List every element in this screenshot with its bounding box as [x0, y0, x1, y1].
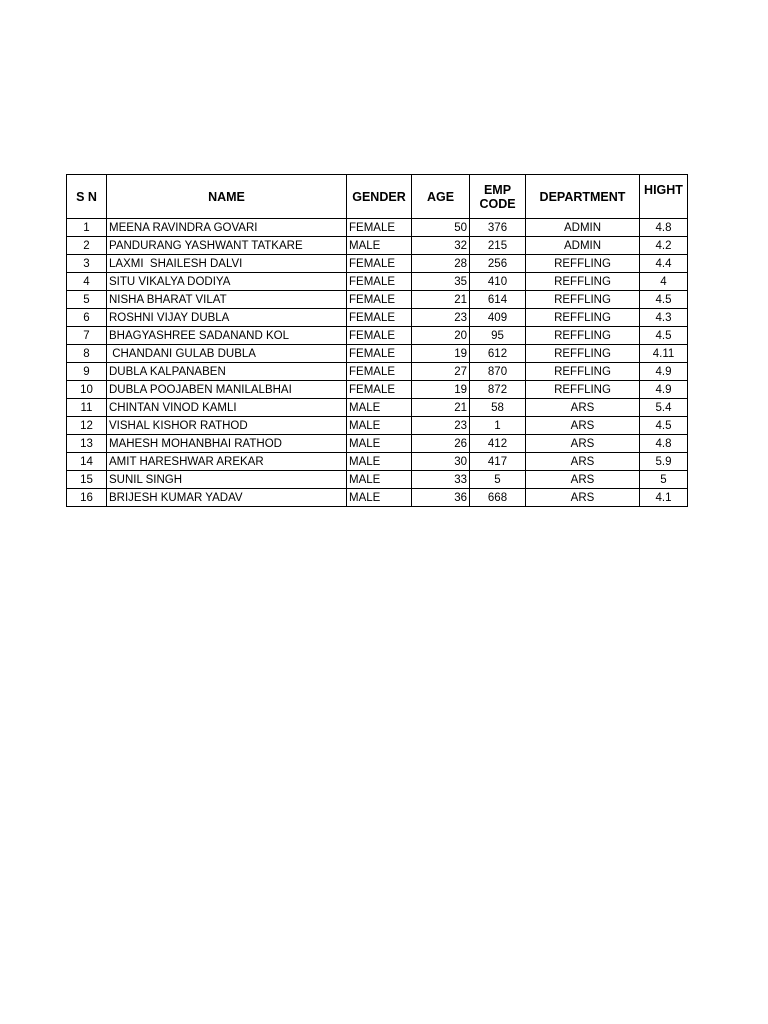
cell-name: LAXMI SHAILESH DALVI	[107, 255, 347, 273]
cell-sn: 3	[67, 255, 107, 273]
cell-name: PANDURANG YASHWANT TATKARE	[107, 237, 347, 255]
cell-sn: 1	[67, 219, 107, 237]
cell-hight: 4.3	[640, 309, 688, 327]
cell-hight: 4.8	[640, 435, 688, 453]
cell-department: REFFLING	[526, 255, 640, 273]
cell-age: 26	[412, 435, 470, 453]
cell-emp-code: 376	[470, 219, 526, 237]
cell-gender: FEMALE	[347, 273, 412, 291]
cell-sn: 8	[67, 345, 107, 363]
cell-emp-code: 5	[470, 471, 526, 489]
cell-emp-code: 668	[470, 489, 526, 507]
cell-age: 21	[412, 399, 470, 417]
header-emp-code-line1: EMP	[483, 182, 512, 197]
table-row	[67, 399, 688, 417]
cell-gender: FEMALE	[347, 363, 412, 381]
cell-age: 19	[412, 381, 470, 399]
cell-department: ADMIN	[526, 219, 640, 237]
table-row	[67, 273, 688, 291]
cell-department: REFFLING	[526, 381, 640, 399]
cell-age: 33	[412, 471, 470, 489]
cell-department: ARS	[526, 489, 640, 507]
cell-emp-code: 58	[470, 399, 526, 417]
table-row	[67, 471, 688, 489]
cell-department: REFFLING	[526, 327, 640, 345]
cell-hight: 4.2	[640, 237, 688, 255]
table-row	[67, 363, 688, 381]
cell-name: MEENA RAVINDRA GOVARI	[107, 219, 347, 237]
cell-emp-code: 612	[470, 345, 526, 363]
cell-sn: 11	[67, 399, 107, 417]
header-emp-code-line2: CODE	[479, 196, 516, 211]
header-department: DEPARTMENT	[526, 175, 640, 219]
cell-department: REFFLING	[526, 291, 640, 309]
cell-hight: 4.5	[640, 291, 688, 309]
cell-emp-code: 1	[470, 417, 526, 435]
cell-department: ADMIN	[526, 237, 640, 255]
header-hight: HIGHT	[640, 175, 688, 219]
cell-gender: MALE	[347, 435, 412, 453]
cell-gender: MALE	[347, 417, 412, 435]
table-body	[67, 219, 688, 507]
cell-gender: MALE	[347, 453, 412, 471]
cell-gender: FEMALE	[347, 219, 412, 237]
cell-hight: 4.4	[640, 255, 688, 273]
cell-age: 23	[412, 309, 470, 327]
cell-sn: 10	[67, 381, 107, 399]
cell-hight: 4.5	[640, 327, 688, 345]
cell-age: 21	[412, 291, 470, 309]
cell-hight: 5.4	[640, 399, 688, 417]
cell-age: 50	[412, 219, 470, 237]
cell-emp-code: 215	[470, 237, 526, 255]
cell-age: 27	[412, 363, 470, 381]
cell-hight: 4.8	[640, 219, 688, 237]
cell-department: REFFLING	[526, 363, 640, 381]
cell-gender: MALE	[347, 237, 412, 255]
cell-name: ROSHNI VIJAY DUBLA	[107, 309, 347, 327]
table-row	[67, 381, 688, 399]
cell-department: ARS	[526, 435, 640, 453]
cell-sn: 5	[67, 291, 107, 309]
cell-gender: FEMALE	[347, 345, 412, 363]
cell-age: 28	[412, 255, 470, 273]
cell-emp-code: 614	[470, 291, 526, 309]
cell-age: 23	[412, 417, 470, 435]
cell-age: 30	[412, 453, 470, 471]
cell-name: BRIJESH KUMAR YADAV	[107, 489, 347, 507]
cell-emp-code: 870	[470, 363, 526, 381]
cell-name: VISHAL KISHOR RATHOD	[107, 417, 347, 435]
table-row	[67, 255, 688, 273]
cell-department: REFFLING	[526, 345, 640, 363]
cell-name: DUBLA KALPANABEN	[107, 363, 347, 381]
cell-age: 32	[412, 237, 470, 255]
header-gender: GENDER	[347, 175, 412, 219]
cell-emp-code: 409	[470, 309, 526, 327]
cell-hight: 4.9	[640, 381, 688, 399]
header-emp-code	[470, 175, 526, 219]
cell-hight: 4.1	[640, 489, 688, 507]
cell-age: 36	[412, 489, 470, 507]
cell-emp-code: 256	[470, 255, 526, 273]
cell-emp-code: 410	[470, 273, 526, 291]
cell-sn: 15	[67, 471, 107, 489]
table-row	[67, 453, 688, 471]
cell-emp-code: 412	[470, 435, 526, 453]
table-row	[67, 417, 688, 435]
cell-emp-code: 417	[470, 453, 526, 471]
table-row	[67, 489, 688, 507]
cell-name: SUNIL SINGH	[107, 471, 347, 489]
cell-hight: 4.5	[640, 417, 688, 435]
header-name: NAME	[107, 175, 347, 219]
cell-sn: 12	[67, 417, 107, 435]
cell-name: BHAGYASHREE SADANAND KOL	[107, 327, 347, 345]
table-row	[67, 291, 688, 309]
cell-gender: MALE	[347, 489, 412, 507]
cell-department: REFFLING	[526, 309, 640, 327]
cell-hight: 5.9	[640, 453, 688, 471]
cell-hight: 4	[640, 273, 688, 291]
cell-department: ARS	[526, 453, 640, 471]
cell-hight: 5	[640, 471, 688, 489]
cell-sn: 16	[67, 489, 107, 507]
cell-department: REFFLING	[526, 273, 640, 291]
cell-sn: 4	[67, 273, 107, 291]
header-age: AGE	[412, 175, 470, 219]
table-row	[67, 345, 688, 363]
cell-name: SITU VIKALYA DODIYA	[107, 273, 347, 291]
cell-age: 20	[412, 327, 470, 345]
cell-sn: 7	[67, 327, 107, 345]
cell-gender: FEMALE	[347, 381, 412, 399]
cell-age: 35	[412, 273, 470, 291]
cell-name: DUBLA POOJABEN MANILALBHAI	[107, 381, 347, 399]
cell-department: ARS	[526, 471, 640, 489]
cell-hight: 4.9	[640, 363, 688, 381]
cell-name: CHINTAN VINOD KAMLI	[107, 399, 347, 417]
cell-hight: 4.11	[640, 345, 688, 363]
cell-emp-code: 872	[470, 381, 526, 399]
cell-name: AMIT HARESHWAR AREKAR	[107, 453, 347, 471]
cell-gender: MALE	[347, 399, 412, 417]
header-sn: S N	[67, 175, 107, 219]
table-row	[67, 309, 688, 327]
table-row	[67, 327, 688, 345]
cell-department: ARS	[526, 417, 640, 435]
cell-sn: 13	[67, 435, 107, 453]
cell-age: 19	[412, 345, 470, 363]
employee-table	[66, 174, 688, 507]
cell-sn: 9	[67, 363, 107, 381]
cell-department: ARS	[526, 399, 640, 417]
header-row	[67, 175, 688, 219]
cell-name: MAHESH MOHANBHAI RATHOD	[107, 435, 347, 453]
table-row	[67, 435, 688, 453]
table-row	[67, 237, 688, 255]
cell-gender: FEMALE	[347, 255, 412, 273]
cell-name: NISHA BHARAT VILAT	[107, 291, 347, 309]
cell-gender: MALE	[347, 471, 412, 489]
cell-gender: FEMALE	[347, 327, 412, 345]
cell-sn: 14	[67, 453, 107, 471]
cell-emp-code: 95	[470, 327, 526, 345]
cell-gender: FEMALE	[347, 291, 412, 309]
cell-name: CHANDANI GULAB DUBLA	[107, 345, 347, 363]
table-row	[67, 219, 688, 237]
cell-gender: FEMALE	[347, 309, 412, 327]
cell-sn: 2	[67, 237, 107, 255]
cell-sn: 6	[67, 309, 107, 327]
